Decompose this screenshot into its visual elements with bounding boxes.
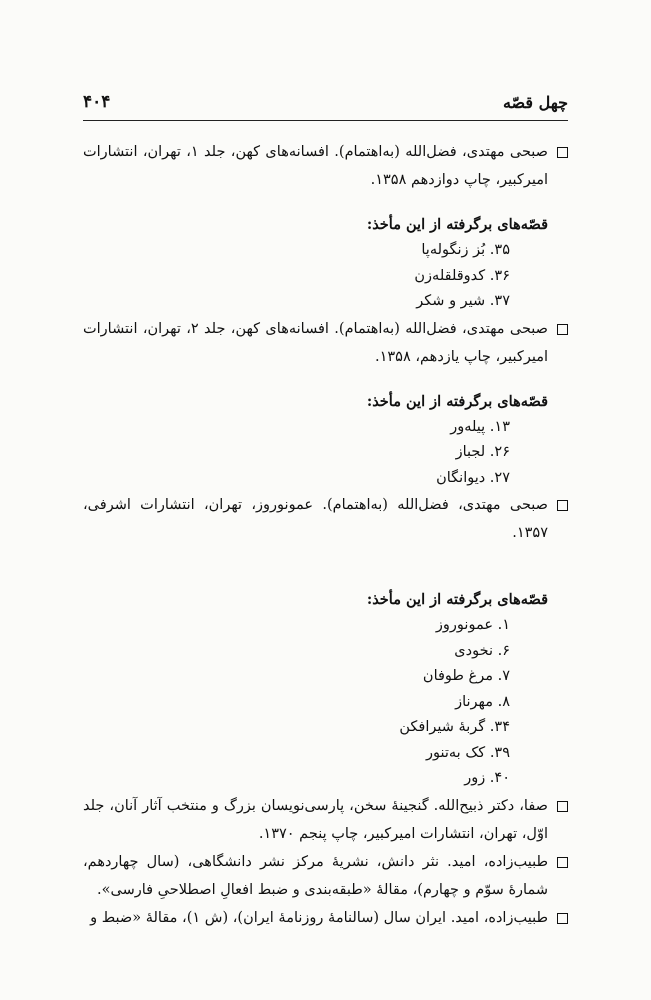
checkbox-bullet-icon bbox=[557, 913, 568, 924]
bibliography-entry bbox=[83, 904, 568, 932]
list-item: ۲۷. دیوانگان bbox=[436, 469, 510, 486]
checkbox-bullet-icon bbox=[557, 147, 568, 158]
checkbox-bullet-icon bbox=[557, 500, 568, 511]
list-item: ۳۶. کدوقلقله‌زن bbox=[414, 267, 510, 284]
bibliography-entry bbox=[83, 138, 568, 194]
entry-text: صبحی مهتدی، فضل‌الله (به‌اهتمام). افسانه‌های کهن، جلد ۲، تهران، انتشارات امیرکبیر، چاپ یازدهم، ۱۳۵۸. bbox=[83, 320, 548, 365]
bibliography-entry bbox=[83, 315, 568, 371]
page-header bbox=[83, 84, 568, 121]
entry-text: طبیب‌زاده، امید. ایران سال (سالنامهٔ روزنامهٔ ایران)، (ش ۱)، مقالهٔ «ضبط و bbox=[90, 909, 548, 926]
bibliography-entry bbox=[83, 491, 568, 547]
list-item: ۶. نخودی bbox=[454, 642, 510, 659]
checkbox-bullet-icon bbox=[557, 324, 568, 335]
sources-heading: قصّه‌های برگرفته از این مأخذ: bbox=[366, 591, 548, 608]
sources-heading: قصّه‌های برگرفته از این مأخذ: bbox=[366, 216, 548, 233]
list-item: ۱. عمونوروز bbox=[435, 617, 510, 633]
checkbox-bullet-icon bbox=[557, 857, 568, 868]
entry-text: صبحی مهتدی، فضل‌الله (به‌اهتمام). افسانه‌های کهن، جلد ۱، تهران، انتشارات امیرکبیر، چاپ دوازدهم ۱۳۵۸. bbox=[83, 144, 548, 188]
story-list bbox=[83, 415, 568, 492]
list-item: ۱۳. پیله‌ور bbox=[450, 418, 510, 435]
story-list bbox=[83, 613, 568, 792]
list-item: ۷. مرغ طوفان bbox=[422, 668, 510, 684]
list-item: ۲۶. لجباز bbox=[455, 444, 510, 460]
list-item: ۸. مهرناز bbox=[455, 693, 510, 710]
entry-text: طبیب‌زاده، امید. نثر دانش، نشریهٔ مرکز نشر دانشگاهی، (سال چهاردهم، شمارهٔ سوّم و چهارم)، مقالهٔ «طبقه‌بندی و ضبط افعالِ اصطلاحیِ فارسی». bbox=[83, 853, 548, 898]
list-item: ۳۹. کک به‌تنور bbox=[426, 744, 510, 761]
bibliography-entry bbox=[83, 792, 568, 848]
bibliography bbox=[83, 138, 568, 932]
sources-heading: قصّه‌های برگرفته از این مأخذ: bbox=[366, 392, 548, 410]
entry-text: صبحی مهتدی، فضل‌الله (به‌اهتمام). عمونوروز، تهران، انتشارات اشرفی، ۱۳۵۷. bbox=[83, 497, 548, 541]
entry-text: صفا، دکتر ذبیح‌الله. گنجینهٔ سخن، پارسی‌نویسان بزرگ و منتخب آثار آنان، جلد اوّل، تهران، انتشارات امیرکبیر، چاپ پنجم ۱۳۷۰. bbox=[83, 797, 548, 842]
bibliography-entry bbox=[83, 848, 568, 904]
page-number: ۴۰۴ bbox=[83, 92, 111, 112]
running-title: چهل قصّه bbox=[502, 92, 568, 112]
list-item: ۳۴. گربهٔ شیرافکن bbox=[399, 719, 510, 735]
spacer bbox=[83, 547, 568, 569]
checkbox-bullet-icon bbox=[557, 801, 568, 812]
list-item: ۴۰. زور bbox=[464, 770, 510, 786]
list-item: ۳۷. شیر و شکر bbox=[416, 293, 510, 309]
list-item: ۳۵. بُز زنگوله‌پا bbox=[421, 242, 510, 258]
story-list bbox=[83, 238, 568, 315]
